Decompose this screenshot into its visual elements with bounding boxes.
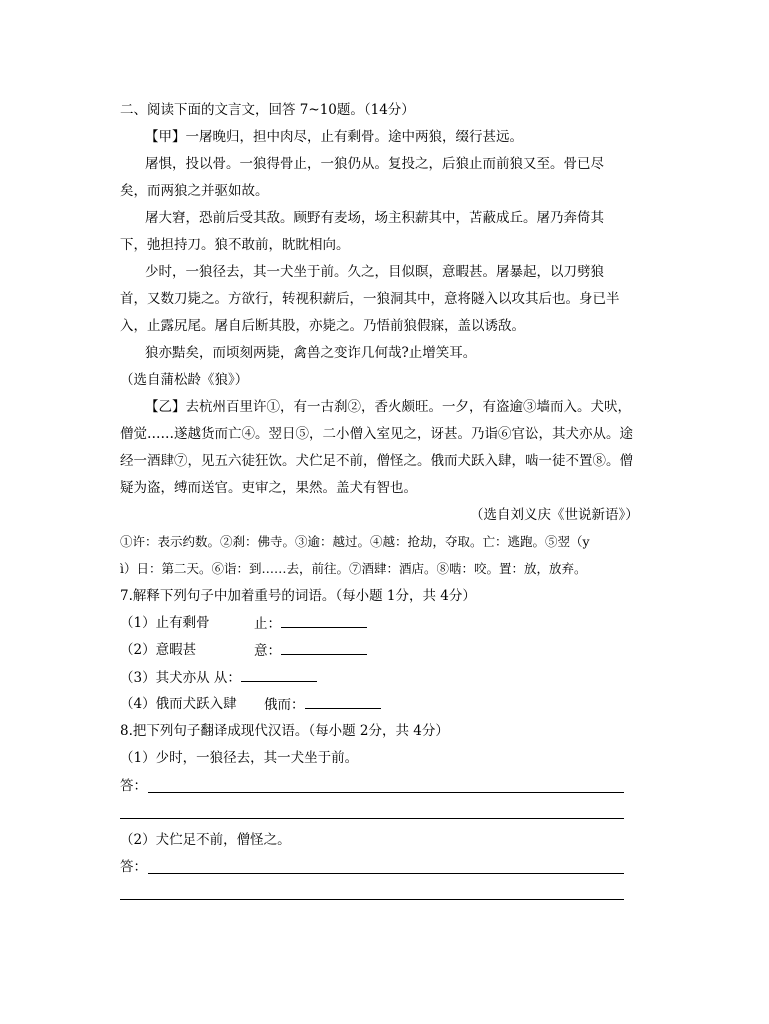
q7-phrase: （2）意暇甚	[120, 642, 197, 658]
answer-blank[interactable]	[281, 641, 367, 655]
question-7-prompt: 7.解释下列句子中加着重号的词语。（每小题 1分，共 4分）	[120, 588, 476, 604]
answer-blank[interactable]	[305, 695, 381, 709]
passage-b-line: 经一酒肆⑦，见五六徒狂饮。犬伫足不前，僧怪之。俄而犬跃入肆，啮一徒不置⑧。僧	[120, 453, 633, 469]
question-7-answer	[264, 695, 381, 714]
question-7-answer	[254, 614, 367, 633]
passage-a-line: 矣，而两狼之并驱如故。	[120, 183, 269, 199]
q7-word: 止：	[254, 616, 281, 632]
passage-a-line: 少时，一狼径去，其一犬坐于前。久之，目似瞑，意暇甚。屠暴起，以刀劈狼	[145, 264, 604, 280]
passage-b-line: 僧觉……遂越货而亡④。翌日⑤，二小僧入室见之，讶甚。乃诣⑥官讼，其犬亦从。途	[120, 426, 633, 442]
passage-a-line: 首，又数刀毙之。方欲行，转视积薪后，一狼洞其中，意将隧入以攻其后也。身已半	[120, 291, 620, 307]
answer-line[interactable]	[148, 873, 624, 874]
q7-phrase: （3）其犬亦从	[120, 670, 210, 686]
passage-a-line: 【甲】一屠晚归，担中肉尽，止有剩骨。途中两狼，缀行甚远。	[145, 129, 523, 145]
question-7-answer	[254, 641, 367, 660]
passage-a-line: 入，止露尻尾。屠自后断其股，亦毙之。乃悟前狼假寐，盖以诱敌。	[120, 318, 525, 334]
question-8-prompt: 8.把下列句子翻译成现代汉语。（每小题 2分，共 4分）	[120, 723, 449, 739]
question-7-item	[120, 668, 317, 687]
answer-line[interactable]	[120, 818, 624, 819]
q7-word: 意：	[254, 643, 281, 659]
question-8-sentence: （2）犬伫足不前，僧怪之。	[120, 832, 291, 848]
passage-a-line: 屠惧，投以骨。一狼得骨止，一狼仍从。复投之，后狼止而前狼又至。骨已尽	[145, 156, 604, 172]
q7-word: 俄而：	[264, 697, 305, 713]
question-8-sentence: （1）少时，一狼径去，其一犬坐于前。	[120, 750, 359, 766]
answer-line[interactable]	[148, 792, 624, 793]
answer-line[interactable]	[120, 899, 624, 900]
notes-line: ①许：表示约数。②刹：佛寺。③逾：越过。④越：抢劫，夺取。亡：逃跑。⑤翌（y	[120, 534, 590, 549]
q7-phrase: （4）俄而犬跃入肆	[120, 696, 237, 712]
question-7-item	[120, 695, 237, 713]
answer-label: 答：	[120, 778, 147, 794]
q7-phrase: （1）止有剩骨	[120, 615, 210, 631]
passage-b-line: 疑为盗，缚而送官。吏审之，果然。盖犬有智也。	[120, 480, 417, 496]
passage-a-line: 狼亦黠矣，而顷刻两毙，禽兽之变诈几何哉?止增笑耳。	[145, 345, 477, 361]
question-7-item	[120, 614, 210, 632]
answer-label: 答：	[120, 859, 147, 875]
passage-b-line: 【乙】去杭州百里许①，有一古刹②，香火颇旺。一夕，有盗逾③墙而入。犬吠，	[145, 399, 631, 415]
answer-blank[interactable]	[281, 614, 367, 628]
section-heading: 二、阅读下面的文言文，回答 7~10题。（14分）	[120, 102, 415, 118]
passage-b-source: （选自刘义庆《世说新语》）	[470, 507, 639, 523]
passage-a-line: 下，弛担持刀。狼不敢前，眈眈相向。	[120, 237, 350, 253]
q7-word: 从：	[213, 670, 241, 686]
answer-blank[interactable]	[241, 668, 317, 682]
passage-a-source: （选自蒲松龄《狼》）	[120, 372, 249, 388]
passage-a-line: 屠大窘，恐前后受其敌。顾野有麦场，场主积薪其中，苫蔽成丘。屠乃奔倚其	[145, 210, 604, 226]
question-7-item	[120, 641, 196, 659]
notes-line: ì）日：第二天。⑥诣：到……去，前往。⑦酒肆：酒店。⑧啮：咬。置：放，放弃。	[120, 561, 587, 576]
